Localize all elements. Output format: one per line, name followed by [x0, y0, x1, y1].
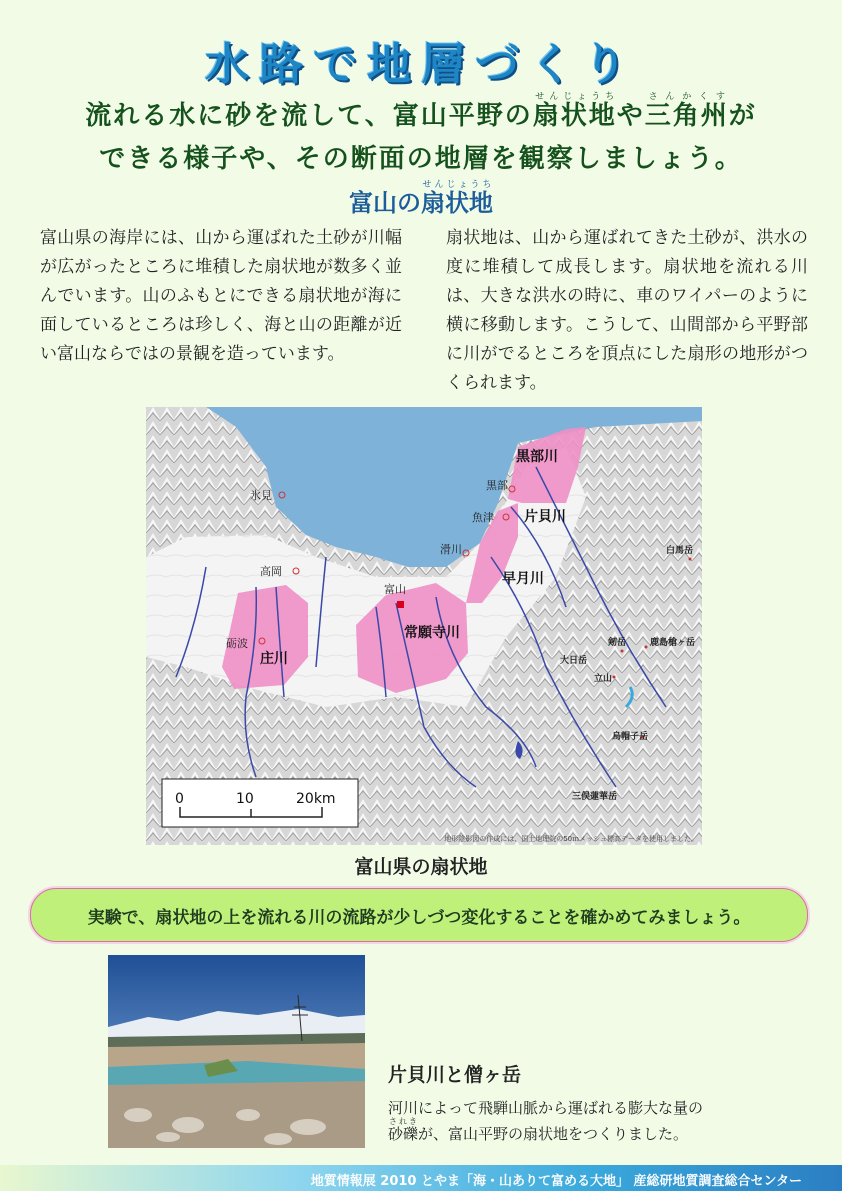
peak-marker-tateyama	[613, 676, 616, 679]
peak-label-eboshi: 烏帽子岳	[612, 732, 649, 742]
map-credit: 地形陰影図の作成には、国土地理院の50ｍメッシュ標高データを使用しました。	[444, 835, 698, 843]
peak-label-tateyama: 立山	[594, 674, 613, 684]
city-label-takaoka: 高岡	[260, 565, 282, 578]
experiment-banner	[30, 888, 808, 942]
peak-label-mitsumata: 三俣蓮華岳	[572, 792, 618, 802]
river-label-sho: 庄川	[260, 651, 288, 667]
section-heading: 富山の扇状地せんじょうち	[349, 180, 493, 217]
banner-text: 実験で、扇状地の上を流れる川の流路が少しづつ変化することを確かめてみましょう。	[87, 908, 751, 928]
scale-tick-10: 10	[236, 791, 254, 807]
page-title: 水路で地層づくり	[205, 39, 637, 90]
peak-label-tsurugi: 剱岳	[608, 638, 627, 648]
photo-description: 河川によって飛騨山脈から運ばれる膨大な量の 砂礫されきが、富山平野の扇状地をつくりました。	[388, 1099, 704, 1143]
photo-caption: 片貝川と僧ヶ岳	[388, 1064, 522, 1086]
paragraph-left: 富山県の海岸には、山から運ばれた土砂が川幅が広がったところに堆積した扇状地が数多く並んでいます。山のふもとにできる扇状地が海に面しているところは珍しく、海と山の距離が近い富山ならではの景観を造っています。	[40, 228, 402, 364]
city-label-toyama: 富山	[384, 583, 406, 596]
scale-bar	[162, 779, 358, 827]
peak-label-kashimayari: 鹿島槍ヶ岳	[650, 638, 696, 648]
peak-label-dainichi: 大日岳	[560, 656, 588, 666]
city-label-himi: 氷見	[250, 489, 272, 502]
alluvial-fan-map	[146, 407, 702, 845]
paragraph-right: 扇状地は、山から運ばれてきた土砂が、洪水の度に堆積して成長します。扇状地を流れる川は、大きな洪水の時に、車のワイパーのように横に移動します。こうして、山間部から平野部に川がでるところを頂点にした扇形の地形がつくられます。	[446, 228, 808, 393]
scale-tick-0: 0	[175, 791, 184, 807]
peak-marker-shirouma	[689, 558, 692, 561]
city-label-uozu: 魚津	[472, 511, 494, 524]
peak-label-shirouma: 白馬岳	[666, 546, 694, 556]
city-label-tonami: 砺波	[226, 637, 248, 650]
scale-tick-20: 20km	[296, 791, 336, 807]
footer-bar	[0, 1165, 842, 1191]
intro-line-1: 流れる水に砂を流して、富山平野の扇状地せんじょうちや三角州さんかくすが	[85, 92, 757, 131]
city-label-namerikawa: 滑川	[440, 543, 462, 556]
city-label-kurobe: 黒部	[486, 479, 508, 492]
river-label-joganji: 常願寺川	[404, 625, 460, 641]
river-label-hayatsuki: 早月川	[502, 571, 544, 587]
intro-line-2: できる様子や、その断面の地層を観察しましょう。	[99, 144, 743, 174]
map-caption: 富山県の扇状地	[354, 856, 488, 878]
city-marker-toyama	[397, 601, 404, 608]
peak-marker-kashimayari	[645, 646, 648, 649]
river-photo	[108, 955, 365, 1148]
peak-marker-tsurugi	[621, 650, 624, 653]
footer-text: 地質情報展 2010 とやま「海・山ありて富める大地」 産総研地質調査総合センター	[310, 1174, 802, 1189]
river-label-kurobe: 黒部川	[516, 449, 558, 465]
river-label-katakai: 片貝川	[524, 509, 566, 525]
